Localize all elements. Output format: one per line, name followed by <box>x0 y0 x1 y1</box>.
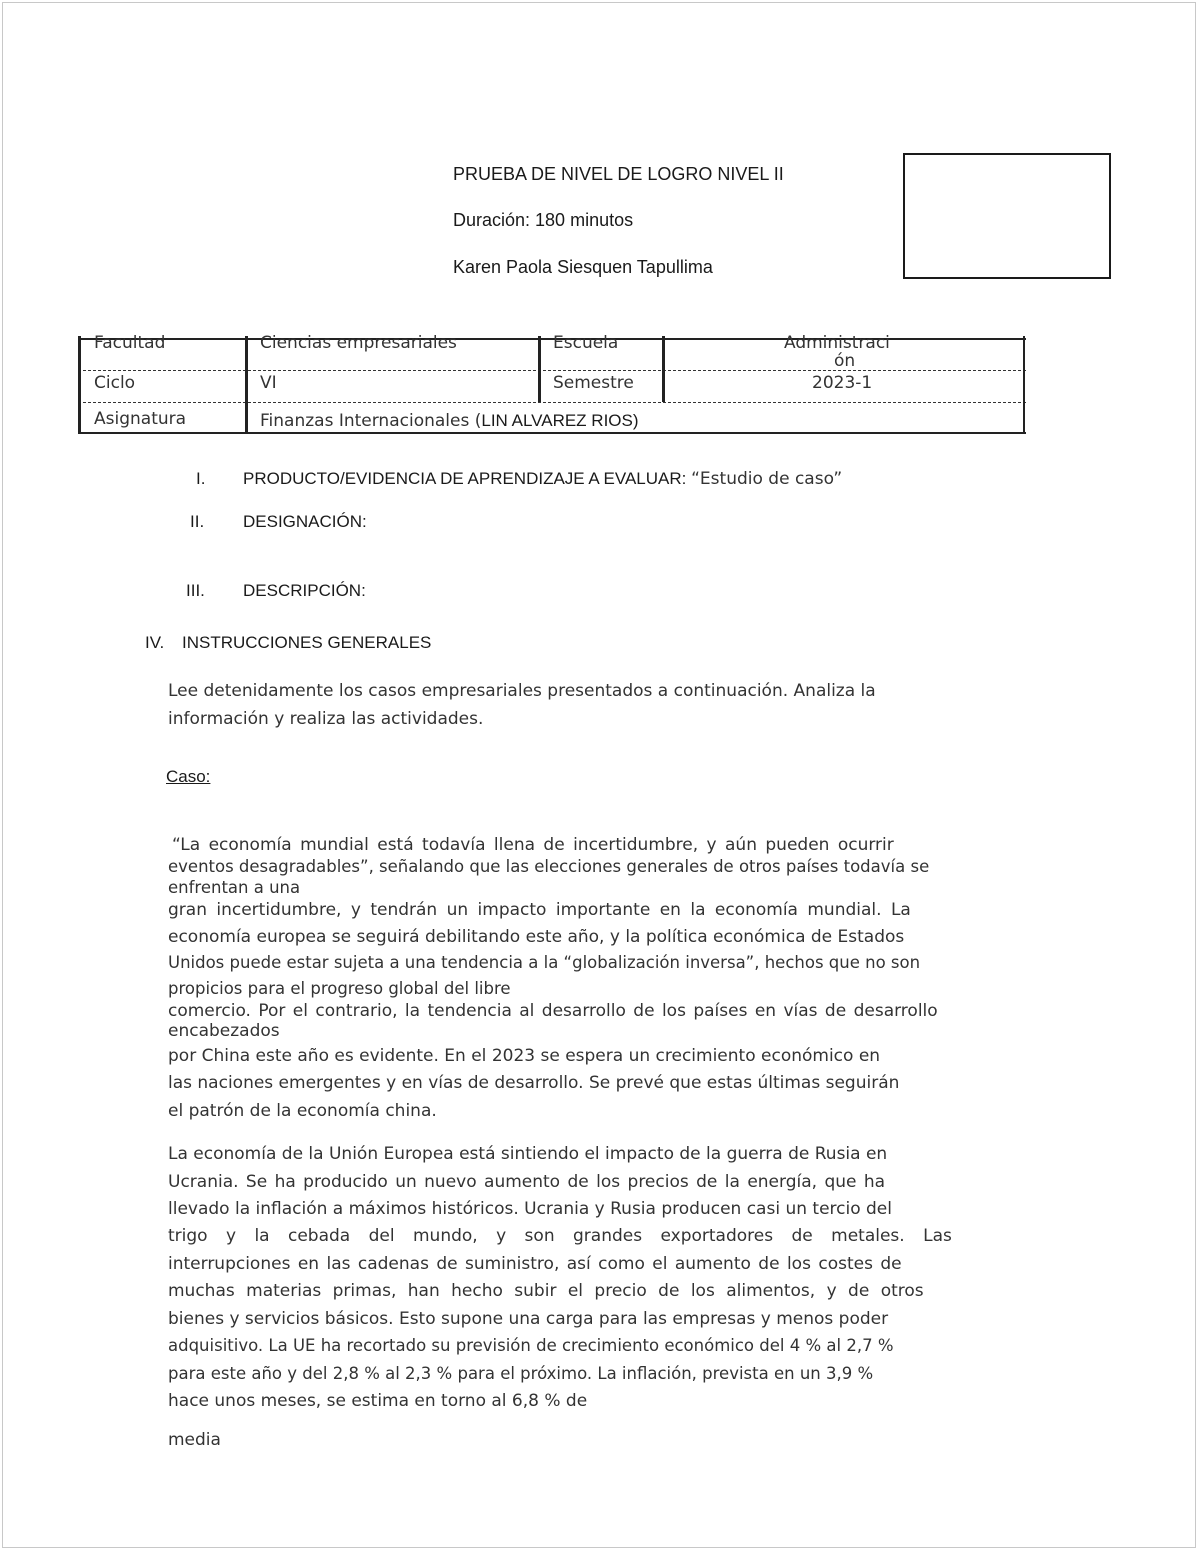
section-4-number: IV. <box>145 633 165 652</box>
section-1-value: “Estudio de caso” <box>691 469 843 489</box>
instructions-line-2: información y realiza las actividades. <box>168 709 484 729</box>
section-3 <box>186 581 586 605</box>
case-p1-line-11: las naciones emergentes y en vías de desarrollo. Se prevé que estas últimas seguirán <box>168 1073 900 1093</box>
label-escuela: Escuela <box>553 333 619 353</box>
teacher-name: LIN ALVAREZ RIOS) <box>481 411 639 430</box>
case-p1-line-12: el patrón de la economía china. <box>168 1101 437 1121</box>
value-semestre: 2023-1 <box>812 373 873 393</box>
case-p1-line-1: “La economía mundial está todavía llena de incertidumbre, y aún pueden ocurrir <box>172 835 894 855</box>
case-p2-line-4: trigo y la cebada del mundo, y son grandes exportadores de metales. Las <box>168 1226 952 1246</box>
instructions-line-1: Lee detenidamente los casos empresariales presentados a continuación. Analiza la <box>168 681 876 701</box>
case-heading: Caso: <box>166 767 211 786</box>
section-1-number: I. <box>196 469 206 488</box>
case-p1-line-7: propicios para el progreso global del libre <box>168 979 511 998</box>
student-name: Karen Paola Siesquen Tapullima <box>453 257 713 277</box>
value-facultad: Ciencias empresariales <box>260 333 457 353</box>
case-p1-line-3: enfrentan a una <box>168 878 301 897</box>
case-p2-line-11: media <box>168 1430 221 1450</box>
case-p2-line-3: llevado la inflación a máximos históricos. Ucrania y Rusia producen casi un tercio del <box>168 1199 892 1219</box>
section-2-title: DESIGNACIÓN: <box>243 512 367 531</box>
section-2 <box>190 512 590 536</box>
case-p1-line-6: Unidos puede estar sujeta a una tendencia a la “globalización inversa”, hechos que no son <box>168 953 921 972</box>
course-name: Finanzas Internacionales ( <box>260 411 482 431</box>
section-3-number: III. <box>186 581 205 600</box>
value-asignatura <box>260 411 639 431</box>
exam-title: PRUEBA DE NIVEL DE LOGRO NIVEL II <box>453 164 784 184</box>
section-2-number: II. <box>190 512 205 531</box>
case-p1-line-9: encabezados <box>168 1021 280 1041</box>
case-p1-line-4: gran incertidumbre, y tendrán un impacto importante en la economía mundial. La <box>168 900 911 920</box>
case-p1-line-10: por China este año es evidente. En el 2023 se espera un crecimiento económico en <box>168 1046 881 1066</box>
exam-duration: Duración: 180 minutos <box>453 210 634 230</box>
section-1-title: PRODUCTO/EVIDENCIA DE APRENDIZAJE A EVALUAR: <box>243 469 687 488</box>
info-table <box>78 333 1026 434</box>
case-p1-line-2: eventos desagradables”, señalando que las elecciones generales de otros países todavía se <box>168 857 930 876</box>
section-4-title: INSTRUCCIONES GENERALES <box>182 633 432 652</box>
photo-box <box>903 153 1111 279</box>
case-p2-line-5: interrupciones en las cadenas de suministro, así como el aumento de los costes de <box>168 1254 902 1274</box>
case-p1-line-5: economía europea se seguirá debilitando este año, y la política económica de Estados <box>168 927 905 947</box>
label-asignatura: Asignatura <box>94 409 187 429</box>
label-semestre: Semestre <box>553 373 634 393</box>
section-4 <box>145 633 545 657</box>
label-facultad: Facultad <box>94 333 166 353</box>
value-escuela-line1: Administraci <box>784 333 890 353</box>
case-p2-line-10: hace unos meses, se estima en torno al 6,8 % de <box>168 1391 588 1411</box>
value-ciclo: VI <box>260 373 277 393</box>
case-p2-line-6: muchas materias primas, han hecho subir el precio de los alimentos, y de otros <box>168 1281 924 1301</box>
case-p1-line-8: comercio. Por el contrario, la tendencia al desarrollo de los países en vías de desarrollo <box>168 1001 938 1021</box>
case-p2-line-7: bienes y servicios básicos. Esto supone una carga para las empresas y menos poder <box>168 1309 889 1329</box>
case-p2-line-2: Ucrania. Se ha producido un nuevo aumento de los precios de la energía, que ha <box>168 1172 886 1192</box>
case-p2-line-1: La economía de la Unión Europea está sintiendo el impacto de la guerra de Rusia en <box>168 1144 888 1164</box>
case-p2-line-8: adquisitivo. La UE ha recortado su previsión de crecimiento económico del 4 % al 2,7 % <box>168 1336 894 1355</box>
section-1 <box>196 469 996 493</box>
value-escuela-line2: ón <box>834 351 856 371</box>
section-3-title: DESCRIPCIÓN: <box>243 581 366 600</box>
label-ciclo: Ciclo <box>94 373 136 393</box>
case-p2-line-9: para este año y del 2,8 % al 2,3 % para el próximo. La inflación, prevista en un 3,9 % <box>168 1364 874 1383</box>
